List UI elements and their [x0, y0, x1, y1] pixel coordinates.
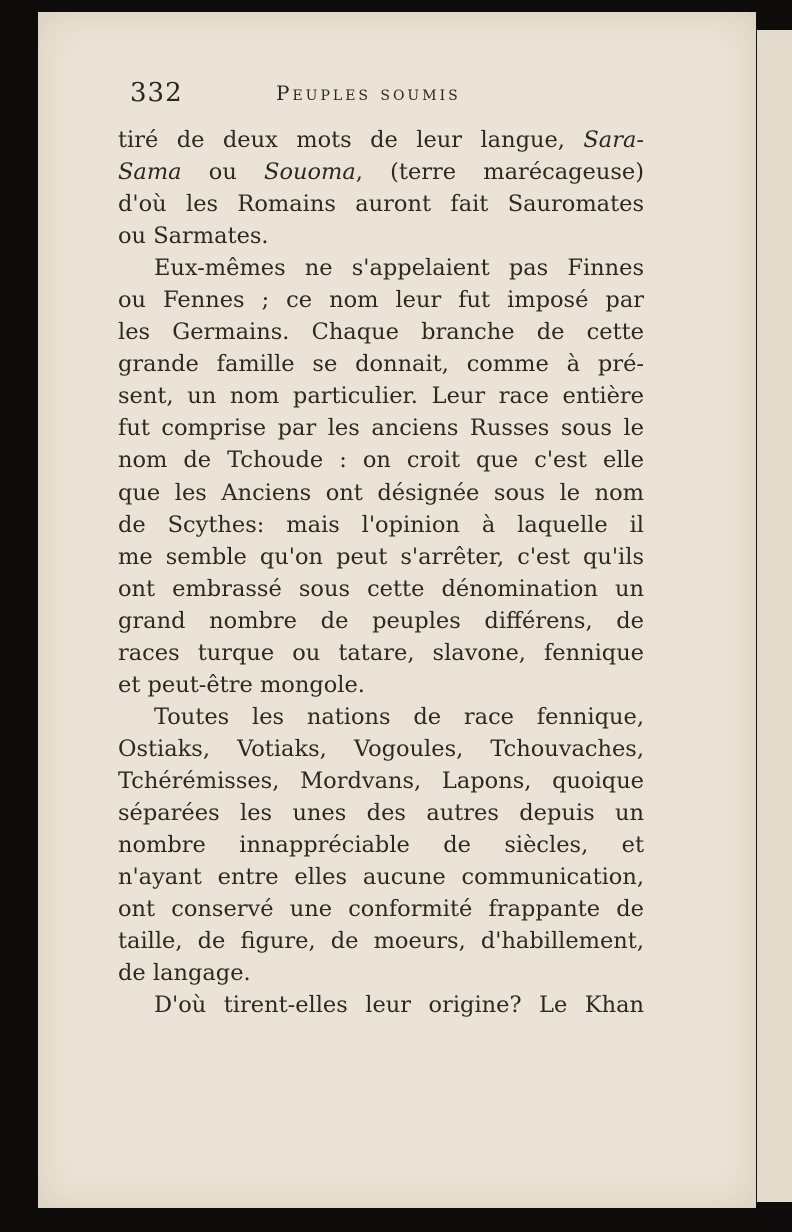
italic-word: Sara-: [583, 127, 644, 153]
text-segment: grand nombre de peuples différens, de: [118, 607, 644, 634]
text-segment: fut comprise par les anciens Russes sous le: [118, 415, 644, 442]
text-line: [118, 156, 644, 188]
text-segment: ou Fennes ; ce nom leur fut imposé par: [118, 287, 644, 314]
text-segment: ou: [181, 159, 265, 186]
text-line: [118, 541, 644, 573]
text-segment: de Scythes: mais l'opinion à laquelle il: [118, 511, 644, 538]
text-line: [118, 765, 644, 797]
text-line: [118, 348, 644, 380]
text-line: [118, 412, 644, 444]
text-segment: sent, un nom particulier. Leur race entière: [118, 383, 644, 410]
page-number: 332: [130, 78, 183, 108]
text-line: [118, 637, 644, 669]
text-line: [118, 316, 644, 348]
text-line: [118, 380, 644, 412]
text-line: [118, 669, 644, 701]
italic-word: Souoma: [264, 159, 356, 186]
text-line: [118, 573, 644, 605]
text-segment: Ostiaks, Votiaks, Vogoules, Tchouvaches,: [118, 735, 644, 762]
text-segment: ont conservé une conformité frappante de: [118, 896, 644, 923]
text-segment: , (terre marécageuse): [355, 159, 644, 186]
text-line: [118, 989, 644, 1021]
text-line: [118, 733, 644, 765]
text-segment: races turque ou tatare, slavone, fennique: [118, 639, 644, 666]
text-line: [118, 957, 644, 989]
text-segment: grande famille se donnait, comme à pré-: [118, 351, 644, 378]
text-line: [118, 893, 644, 925]
text-line: [118, 797, 644, 829]
text-segment: nom de Tchoude : on croit que c'est elle: [118, 447, 644, 474]
text-segment: de langage.: [118, 960, 251, 987]
text-segment: taille, de figure, de moeurs, d'habillement,: [118, 928, 644, 955]
text-segment: ou Sarmates.: [118, 223, 269, 250]
text-line: [118, 477, 644, 509]
text-segment: D'où tirent-elles leur origine? Le Khan: [154, 992, 644, 1019]
text-line: [118, 829, 644, 861]
running-title: Peuples soumis: [276, 81, 461, 105]
text-segment: séparées les unes des autres depuis un: [118, 799, 644, 826]
text-segment: n'ayant entre elles aucune communication,: [118, 864, 644, 891]
text-segment: nombre innappréciable de siècles, et: [118, 832, 644, 859]
adjacent-page-edge: [754, 30, 792, 1202]
text-segment: les Germains. Chaque branche de cette: [118, 319, 644, 346]
text-line: [118, 701, 644, 733]
text-line: [118, 444, 644, 476]
text-line: [118, 188, 644, 220]
text-line: [118, 284, 644, 316]
text-line: [118, 605, 644, 637]
text-line: [118, 124, 644, 156]
text-segment: Toutes les nations de race fennique,: [154, 703, 644, 730]
text-line: [118, 925, 644, 957]
text-segment: me semble qu'on peut s'arrêter, c'est qu'ils: [118, 543, 644, 570]
text-line: [118, 861, 644, 893]
text-segment: ont embrassé sous cette dénomination un: [118, 575, 644, 602]
text-line: [118, 252, 644, 284]
text-line: [118, 220, 644, 252]
text-segment: Eux-mêmes ne s'appelaient pas Finnes: [154, 255, 644, 282]
text-segment: et peut-être mongole.: [118, 671, 365, 698]
text-segment: Tchérémisses, Mordvans, Lapons, quoique: [118, 767, 644, 794]
text-line: [118, 509, 644, 541]
page-header: [130, 78, 630, 118]
body-text: [118, 124, 644, 1021]
text-segment: tiré de deux mots de leur langue,: [118, 127, 584, 153]
italic-word: Sama: [118, 159, 182, 186]
text-segment: que les Anciens ont désignée sous le nom: [118, 479, 644, 506]
text-segment: d'où les Romains auront fait Sauromates: [118, 191, 644, 218]
